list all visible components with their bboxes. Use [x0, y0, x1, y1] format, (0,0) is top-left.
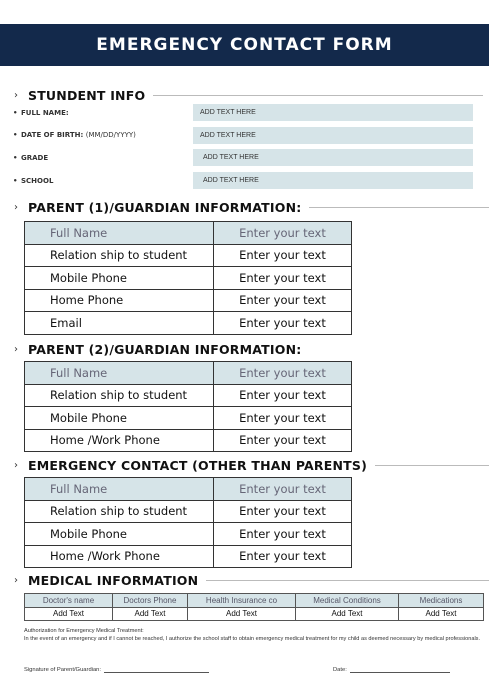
table-row	[25, 289, 352, 312]
section-parent1	[14, 200, 489, 215]
row-label: Full Name	[25, 222, 214, 245]
date-field[interactable]	[333, 667, 450, 673]
text-field[interactable]: Enter your text	[214, 500, 352, 523]
section-title: PARENT (2)/GUARDIAN INFORMATION:	[28, 342, 302, 357]
text-field[interactable]: Enter your text	[214, 289, 352, 312]
section-parent2	[14, 342, 301, 357]
grade-field[interactable]: ADD TEXT HERE	[193, 149, 473, 166]
section-divider	[153, 95, 483, 96]
text-field[interactable]: Enter your text	[214, 478, 352, 501]
section-divider	[309, 207, 489, 208]
text-field[interactable]: Enter your text	[214, 384, 352, 407]
row-label: Home /Work Phone	[25, 429, 214, 452]
chevron-right-icon: ›	[14, 202, 18, 213]
parent2-table	[24, 361, 352, 452]
school-label: • SCHOOL	[13, 177, 54, 185]
section-student-info	[14, 88, 483, 103]
school-field[interactable]: ADD TEXT HERE	[193, 172, 473, 189]
row-label: Relation ship to student	[25, 500, 214, 523]
authorization-heading: Authorization for Emergency Medical Treatment:	[24, 628, 144, 634]
table-row	[25, 407, 352, 430]
table-row	[25, 384, 352, 407]
text-field[interactable]: Enter your text	[214, 222, 352, 245]
text-field[interactable]: Enter your text	[214, 362, 352, 385]
text-field[interactable]: Add Text	[188, 607, 296, 621]
section-title: MEDICAL INFORMATION	[28, 573, 199, 588]
column-header: Medical Conditions	[296, 594, 399, 608]
full-name-label: • FULL NAME:	[13, 109, 69, 117]
medical-table	[24, 593, 484, 621]
row-label: Home Phone	[25, 289, 214, 312]
section-title: EMERGENCY CONTACT (OTHER THAN PARENTS)	[28, 458, 367, 473]
text-field[interactable]: Enter your text	[214, 244, 352, 267]
table-row	[25, 429, 352, 452]
table-row	[25, 500, 352, 523]
form-header	[0, 24, 489, 66]
text-field[interactable]: Enter your text	[214, 545, 352, 568]
text-field[interactable]: Add Text	[25, 607, 113, 621]
text-field[interactable]: Enter your text	[214, 267, 352, 290]
column-header: Doctor's name	[25, 594, 113, 608]
table-row	[25, 244, 352, 267]
text-field[interactable]: Add Text	[113, 607, 188, 621]
table-row	[25, 362, 352, 385]
table-row	[25, 594, 484, 608]
row-label: Mobile Phone	[25, 407, 214, 430]
section-title: STUNDENT INFO	[28, 88, 146, 103]
column-header: Doctors Phone	[113, 594, 188, 608]
table-row	[25, 607, 484, 621]
chevron-right-icon: ›	[14, 90, 18, 101]
table-row	[25, 312, 352, 335]
section-title: PARENT (1)/GUARDIAN INFORMATION:	[28, 200, 302, 215]
signature-line[interactable]	[104, 667, 209, 673]
row-label: Full Name	[25, 478, 214, 501]
text-field[interactable]: Enter your text	[214, 429, 352, 452]
row-label: Mobile Phone	[25, 267, 214, 290]
table-row	[25, 267, 352, 290]
authorization-text	[24, 628, 484, 643]
text-field[interactable]: Add Text	[296, 607, 399, 621]
row-label: Mobile Phone	[25, 523, 214, 546]
parent1-table	[24, 221, 352, 335]
grade-label: • GRADE	[13, 154, 49, 162]
authorization-body: In the event of an emergency and if I cannot be reached, I authorize the school staff to obtain emergency medical treatment for my child as deemed necessary by medical professionals.	[24, 635, 481, 642]
dob-label: • DATE OF BIRTH: (MM/DD/YYYY)	[13, 131, 136, 139]
date-line[interactable]	[350, 667, 450, 673]
text-field[interactable]: Enter your text	[214, 407, 352, 430]
row-label: Full Name	[25, 362, 214, 385]
signature-label: Signature of Parent/Guardian:	[24, 667, 102, 673]
emergency-table	[24, 477, 352, 568]
row-label: Relation ship to student	[25, 384, 214, 407]
table-row	[25, 478, 352, 501]
section-divider	[375, 465, 489, 466]
row-label: Email	[25, 312, 214, 335]
row-label: Home /Work Phone	[25, 545, 214, 568]
chevron-right-icon: ›	[14, 460, 18, 471]
table-row	[25, 523, 352, 546]
section-divider	[206, 580, 489, 581]
table-row	[25, 222, 352, 245]
column-header: Medications	[399, 594, 484, 608]
chevron-right-icon: ›	[14, 575, 18, 586]
row-label: Relation ship to student	[25, 244, 214, 267]
chevron-right-icon: ›	[14, 344, 18, 355]
text-field[interactable]: Add Text	[399, 607, 484, 621]
form-title: EMERGENCY CONTACT FORM	[96, 35, 393, 55]
full-name-field[interactable]: ADD TEXT HERE	[193, 104, 473, 121]
dob-field[interactable]: ADD TEXT HERE	[193, 127, 473, 144]
table-row	[25, 545, 352, 568]
text-field[interactable]: Enter your text	[214, 523, 352, 546]
column-header: Health Insurance co	[188, 594, 296, 608]
section-medical-info	[14, 573, 489, 588]
section-emergency-contact	[14, 458, 489, 473]
text-field[interactable]: Enter your text	[214, 312, 352, 335]
signature-field[interactable]	[24, 667, 209, 673]
date-label: Date:	[333, 667, 347, 673]
